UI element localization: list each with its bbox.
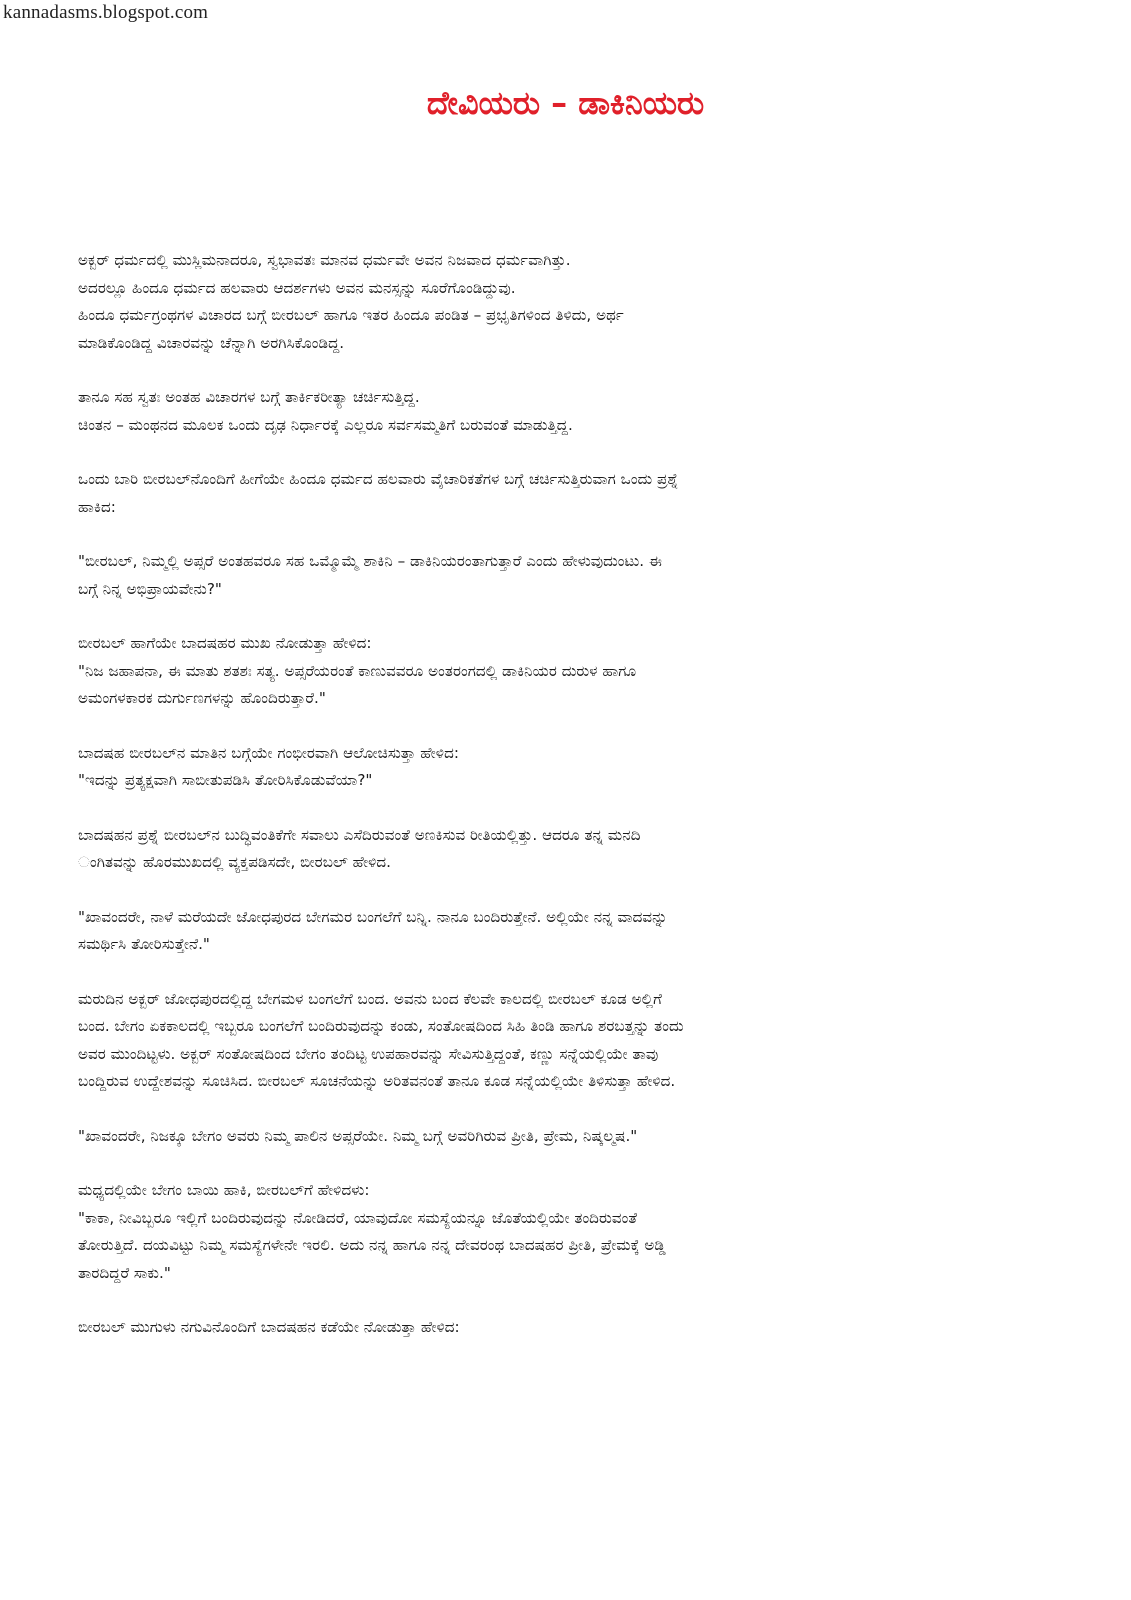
text-line: ಅಕ್ಬರ್ ಧರ್ಮದಲ್ಲಿ ಮುಸ್ಲಿಮನಾದರೂ, ಸ್ವಭಾವತಃ ಮಾನವ ಧರ್ಮವೇ ಅವನ ನಿಜವಾದ ಧರ್ಮವಾಗಿತ್ತು. (78, 251, 571, 269)
document-title: ದೇವಿಯರು – ಡಾಕಿನಿಯರು (426, 84, 705, 122)
text-line: ಹಾಕಿದ: (78, 497, 116, 516)
text-line: ತಾನೂ ಸಹ ಸ್ವತಃ ಅಂತಹ ವಿಚಾರಗಳ ಬಗ್ಗೆ ತಾರ್ಕಿಕರೀತ್ಯಾ ಚರ್ಚಿಸುತ್ತಿದ್ದ. (78, 388, 420, 406)
text-line: "ಖಾವಂದರೇ, ನಾಳೆ ಮರೆಯದೇ ಜೋಧಪುರದ ಬೇಗಮರ ಬಂಗಲೆಗೆ ಬನ್ನಿ. ನಾನೂ ಬಂದಿರುತ್ತೇನೆ. ಅಲ್ಲಿಯೇ ನನ್ನ ವಾದವನ್ನು (78, 907, 668, 926)
text-line: ಹಿಂದೂ ಧರ್ಮಗ್ರಂಥಗಳ ವಿಚಾರದ ಬಗ್ಗೆ ಬೀರಬಲ್ ಹಾಗೂ ಇತರ ಹಿಂದೂ ಪಂಡಿತ – ಪ್ರಭೃತಿಗಳಿಂದ ತಿಳಿದು, ಅರ್ಥ (78, 306, 624, 324)
paragraph (78, 384, 958, 439)
paragraph (78, 466, 958, 521)
paragraph (78, 986, 958, 1096)
text-line: ಬೀರಬಲ್ ಮುಗುಳು ನಗುವಿನೊಂದಿಗೆ ಬಾದಷಹನ ಕಡೆಯೇ ನೋಡುತ್ತಾ ಹೇಳಿದ: (78, 1318, 460, 1336)
text-line: ಂಗಿತವನ್ನು ಹೊರಮುಖದಲ್ಲಿ ವ್ಯಕ್ತಪಡಿಸದೇ, ಬೀರಬಲ್ ಹೇಳಿದ. (78, 853, 392, 871)
document-body (78, 247, 958, 1369)
text-line: "ಇದನ್ನು ಪ್ರತ್ಯಕ್ಷವಾಗಿ ಸಾಬೀತುಪಡಿಸಿ ತೋರಿಸಿಕೊಡುವೆಯಾ?" (78, 771, 373, 789)
text-line: ತೋರುತ್ತಿದೆ. ದಯವಿಟ್ಟು ನಿಮ್ಮ ಸಮಸ್ಯೆಗಳೇನೇ ಇರಲಿ. ಅದು ನನ್ನ ಹಾಗೂ ನನ್ನ ದೇವರಂಥ ಬಾದಷಹರ ಪ್ರೀತಿ, ಪ್ರೇಮಕ್ಕೆ ಅಡ್ಡಿ (78, 1236, 666, 1254)
text-line: ಬಗ್ಗೆ ನಿನ್ನ ಅಭಿಪ್ರಾಯವೇನು?" (78, 579, 222, 598)
paragraph (78, 1177, 958, 1287)
text-line: ಅವರ ಮುಂದಿಟ್ಟಳು. ಅಕ್ಬರ್ ಸಂತೋಷದಿಂದ ಬೇಗಂ ತಂದಿಟ್ಟ ಉಪಹಾರವನ್ನು ಸೇವಿಸುತ್ತಿದ್ದಂತೆ, ಕಣ್ಣು ಸನ್ನೆಯಲ್ಲಿಯೇ ತಾವು (78, 1044, 659, 1063)
text-line: ಬಾದಷಹನ ಪ್ರಶ್ನೆ ಬೀರಬಲ್‌ನ ಬುದ್ಧಿವಂತಿಕೆಗೇ ಸವಾಲು ಎಸೆದಿರುವಂತೆ ಅಣಕಿಸುವ ರೀತಿಯಲ್ಲಿತ್ತು. ಆದರೂ ತನ್ನ ಮನದಿ (78, 825, 641, 844)
text-line: ಬಂದ್ದಿರುವ ಉದ್ದೇಶವನ್ನು ಸೂಚಿಸಿದ. ಬೀರಬಲ್ ಸೂಚನೆಯನ್ನು ಅರಿತವನಂತೆ ತಾನೂ ಕೂಡ ಸನ್ನೆಯಲ್ಲಿಯೇ ತಿಳಿಸುತ್ತಾ ಹೇಳಿದ. (78, 1072, 676, 1090)
text-line: ಬಂದ. ಬೇಗಂ ಏಕಕಾಲದಲ್ಲಿ ಇಬ್ಬರೂ ಬಂಗಲೆಗೆ ಬಂದಿರುವುದನ್ನು ಕಂಡು, ಸಂತೋಷದಿಂದ ಸಿಹಿ ತಿಂಡಿ ಹಾಗೂ ಶರಬತ್ತನ್ನು ತಂದು (78, 1017, 684, 1035)
text-line: ಚಿಂತನ – ಮಂಥನದ ಮೂಲಕ ಒಂದು ದೃಢ ನಿರ್ಧಾರಕ್ಕೆ ಎಲ್ಲರೂ ಸರ್ವಸಮ್ಮತಿಗೆ ಬರುವಂತೆ ಮಾಡುತ್ತಿದ್ದ. (78, 415, 573, 434)
text-line: "ಖಾವಂದರೇ, ನಿಜಕ್ಕೂ ಬೇಗಂ ಅವರು ನಿಮ್ಮ ಪಾಲಿನ ಅಪ್ಸರೆಯೇ. ನಿಮ್ಮ ಬಗ್ಗೆ ಅವರಿಗಿರುವ ಪ್ರೀತಿ, ಪ್ರೇಮ, ನಿಷ್ಕಲ್ಮಷ." (78, 1126, 638, 1145)
paragraph (78, 1123, 958, 1151)
paragraph (78, 630, 958, 713)
text-line: ಅದರಲ್ಲೂ ಹಿಂದೂ ಧರ್ಮದ ಹಲವಾರು ಆದರ್ಶಗಳು ಅವನ ಮನಸ್ಸನ್ನು ಸೂರೆಗೊಂಡಿದ್ದುವು. (78, 278, 516, 297)
text-line: ಮಧ್ಯದಲ್ಲಿಯೇ ಬೇಗಂ ಬಾಯಿ ಹಾಕಿ, ಬೀರಬಲ್‌ಗೆ ಹೇಳಿದಳು: (78, 1181, 370, 1199)
paragraph (78, 904, 958, 959)
text-line: "ಬೀರಬಲ್, ನಿಮ್ಮಲ್ಲಿ ಅಪ್ಸರೆ ಅಂತಹವರೂ ಸಹ ಒಮ್ಮೊಮ್ಮೆ ಶಾಕಿನಿ – ಡಾಕಿನಿಯರಂತಾಗುತ್ತಾರೆ ಎಂದು ಹೇಳುವುದುಂಟು. ಈ (78, 552, 663, 570)
text-line: ಮಾಡಿಕೊಂಡಿದ್ದ ವಿಚಾರವನ್ನು ಚೆನ್ನಾಗಿ ಅರಗಿಸಿಕೊಂಡಿದ್ದ. (78, 333, 345, 352)
text-line: ತಾರದಿದ್ದರೆ ಸಾಕು." (78, 1263, 171, 1282)
text-line: "ನಿಜ ಜಹಾಪನಾ, ಈ ಮಾತು ಶತಶಃ ಸತ್ಯ. ಅಪ್ಸರೆಯರಂತೆ ಕಾಣುವವರೂ ಅಂತರಂಗದಲ್ಲಿ ಡಾಕಿನಿಯರ ದುರುಳ ಹಾಗೂ (78, 661, 637, 680)
text-line: "ಕಾಕಾ, ನೀವಿಬ್ಬರೂ ಇಲ್ಲಿಗೆ ಬಂದಿರುವುದನ್ನು ನೋಡಿದರೆ, ಯಾವುದೋ ಸಮಸ್ಯೆಯನ್ನೂ ಜೊತೆಯಲ್ಲಿಯೇ ತಂದಿರುವಂತೆ (78, 1208, 637, 1227)
paragraph (78, 247, 958, 357)
text-line: ಸಮರ್ಥಿಸಿ ತೋರಿಸುತ್ತೇನೆ." (78, 935, 210, 953)
text-line: ಬಾದಷಹ ಬೀರಬಲ್‌ನ ಮಾತಿನ ಬಗ್ಗೆಯೇ ಗಂಭೀರವಾಗಿ ಆಲೋಚಿಸುತ್ತಾ ಹೇಳಿದ: (78, 743, 460, 762)
text-line: ಮರುದಿನ ಅಕ್ಬರ್ ಜೋಧಪುರದಲ್ಲಿದ್ದ ಬೇಗಮಳ ಬಂಗಲೆಗೆ ಬಂದ. ಅವನು ಬಂದ ಕೆಲವೇ ಕಾಲದಲ್ಲಿ ಬೀರಬಲ್ ಕೂಡ ಅಲ್ಲಿಗೆ (78, 989, 662, 1008)
paragraph (78, 740, 958, 795)
text-line: ಬೀರಬಲ್ ಹಾಗೆಯೇ ಬಾದಷಹರ ಮುಖ ನೋಡುತ್ತಾ ಹೇಳಿದ: (78, 634, 372, 652)
paragraph (78, 1314, 958, 1342)
site-header-url: kannadasms.blogspot.com (3, 2, 209, 23)
text-line: ಅಮಂಗಳಕಾರಕ ದುರ್ಗುಣಗಳನ್ನು ಹೊಂದಿರುತ್ತಾರೆ." (78, 689, 326, 707)
text-line: ಒಂದು ಬಾರಿ ಬೀರಬಲ್‌ನೊಂದಿಗೆ ಹೀಗೆಯೇ ಹಿಂದೂ ಧರ್ಮದ ಹಲವಾರು ವೈಚಾರಿಕತೆಗಳ ಬಗ್ಗೆ ಚರ್ಚಿಸುತ್ತಿರುವಾಗ ಒಂದು ಪ್ರಶ್ನೆ (78, 470, 679, 488)
paragraph (78, 548, 958, 603)
paragraph (78, 822, 958, 877)
